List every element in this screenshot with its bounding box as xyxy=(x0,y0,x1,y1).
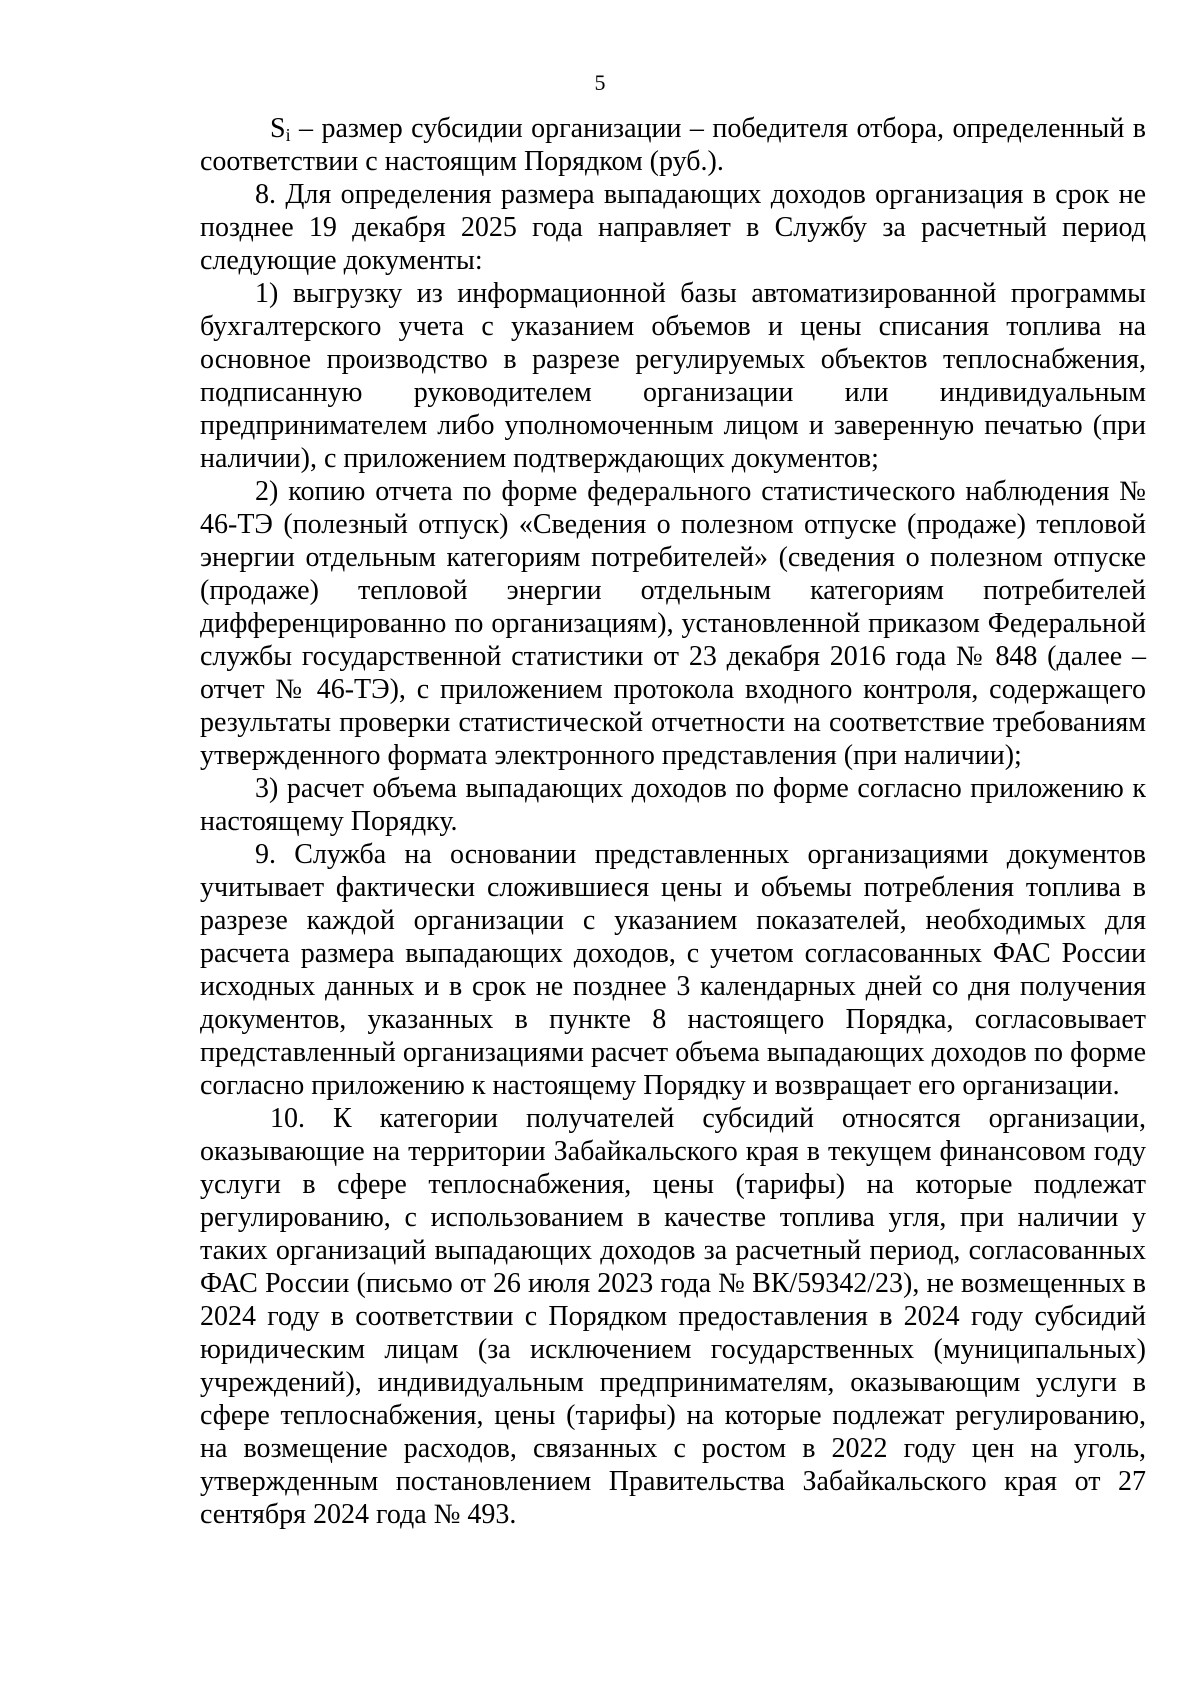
paragraph-8-item-2: 2) копию отчета по форме федерального статистического наблюдения № 46-ТЭ (полезный отпуск) «Сведения о полезном отпуске (продаже) тепловой энергии отдельным категориям потребителей» (сведения о полезном отпуске (продаже) тепловой энергии отдельным категориям потребителей дифференцированно по организациям), установленной приказом Федеральной службы государственной статистики от 23 декабря 2016 года № 848 (далее – отчет № 46-ТЭ), с приложением протокола входного контроля, содержащего результаты проверки статистической отчетности на соответствие требованиям утвержденного формата электронного представления (при наличии); xyxy=(200,476,1146,771)
paragraph-8: 8. Для определения размера выпадающих доходов организация в срок не позднее 19 декабря 2025 года направляет в Службу за расчетный период следующие документы: xyxy=(200,179,1146,276)
paragraph-8-item-3: 3) расчет объема выпадающих доходов по форме согласно приложению к настоящему Порядку. xyxy=(200,773,1146,837)
paragraph-s-definition xyxy=(200,112,1146,178)
page-number: 5 xyxy=(594,70,606,95)
paragraph-8-item-1: 1) выгрузку из информационной базы автоматизированной программы бухгалтерского учета с указанием объемов и цены списания топлива на основное производство в разрезе регулируемых объектов теплоснабжения, подписанную руководителем организации или индивидуальным предпринимателем либо уполномоченным лицом и заверенную печатью (при наличии), с приложением подтверждающих документов; xyxy=(200,278,1146,474)
s-symbol: S xyxy=(270,113,286,144)
document-body xyxy=(200,112,1146,1531)
paragraph-10: 10. К категории получателей субсидий относятся организации, оказывающие на территории Забайкальского края в текущем финансовом году услуги в сфере теплоснабжения, цены (тарифы) на которые подлежат регулированию, с использованием в качестве топлива угля, при наличии у таких организаций выпадающих доходов за расчетный период, согласованных ФАС России (письмо от 26 июля 2023 года № ВК/59342/23), не возмещенных в 2024 году в соответствии с Порядком предоставления в 2024 году субсидий юридическим лицам (за исключением государственных (муниципальных) учреждений), индивидуальным предпринимателям, оказывающим услуги в сфере теплоснабжения, цены (тарифы) на которые подлежат регулированию, на возмещение расходов, связанных с ростом в 2022 году цен на уголь, утвержденным постановлением Правительства Забайкальского края от 27 сентября 2024 года № 493. xyxy=(200,1103,1146,1530)
s-definition-text: – размер субсидии организации – победителя отбора, определенный в соответствии с настоящим Порядком (руб.). xyxy=(200,113,1146,177)
paragraph-9: 9. Служба на основании представленных организациями документов учитывает фактически сложившиеся цены и объемы потребления топлива в разрезе каждой организации с указанием показателей, необходимых для расчета размера выпадающих доходов, с учетом согласованных ФАС России исходных данных и в срок не позднее 3 календарных дней со дня получения документов, указанных в пункте 8 настоящего Порядка, согласовывает представленный организациями расчет объема выпадающих доходов по форме согласно приложению к настоящему Порядку и возвращает его организации. xyxy=(200,839,1146,1101)
s-subscript: i xyxy=(285,125,291,145)
